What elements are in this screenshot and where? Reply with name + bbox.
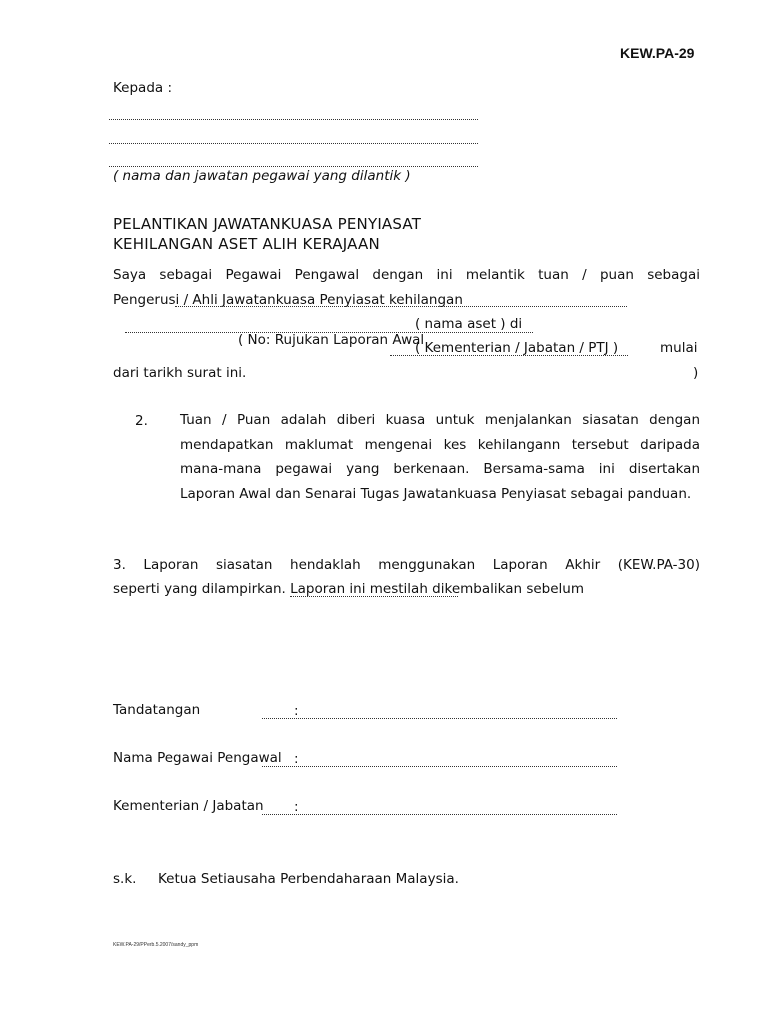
- kementerian-fill-line[interactable]: [390, 355, 628, 356]
- para3-line-2: seperti yang dilampirkan. Laporan ini mestilah dikembalikan sebelum: [113, 581, 585, 597]
- nama-aset-hint: ( nama aset ) di: [415, 316, 523, 332]
- mulai-text: mulai: [660, 340, 698, 356]
- nama-pegawai-field[interactable]: [262, 766, 617, 767]
- para2-text: Tuan / Puan adalah diberi kuasa untuk menjalankan siasatan dengan mendapatkan maklumat mengenai kes kehilangann tersebut daripada mana-mana pegawai yang berkenaan. Bersama-sama ini disertakan Laporan Awal dan Senarai Tugas Jawatankuasa Penyiasat sebagai panduan.: [180, 412, 700, 502]
- rujukan-hint: ( No: Rujukan Laporan Awal: [238, 332, 425, 348]
- kementerian-colon: :: [294, 799, 299, 815]
- kehilangan-fill-line[interactable]: [175, 306, 627, 307]
- recipient-line-2[interactable]: [109, 143, 478, 144]
- form-code: KEW.PA-29: [620, 45, 695, 61]
- tandatangan-colon: :: [294, 703, 299, 719]
- tandatangan-label: Tandatangan: [113, 702, 201, 718]
- close-paren: ): [693, 365, 699, 381]
- para1-line-1: Saya sebagai Pegawai Pengawal dengan ini melantik tuan / puan sebagai: [113, 267, 700, 283]
- kementerian-hint: ( Kementerian / Jabatan / PTJ ): [415, 340, 619, 356]
- para1-line-2: Pengerusi / Ahli Jawatankuasa Penyiasat kehilangan: [113, 292, 463, 308]
- document-title-line-2: KEHILANGAN ASET ALIH KERAJAAN: [113, 235, 380, 253]
- nama-pegawai-label: Nama Pegawai Pengawal: [113, 750, 282, 766]
- recipient-line-1[interactable]: [109, 119, 478, 120]
- para3-line-1: 3. Laporan siasatan hendaklah menggunakan Laporan Akhir (KEW.PA-30): [113, 557, 700, 573]
- recipient-hint: ( nama dan jawatan pegawai yang dilantik ): [113, 168, 411, 184]
- para1-last-line: dari tarikh surat ini.: [113, 365, 247, 381]
- kementerian-field[interactable]: [262, 814, 617, 815]
- kementerian-label: Kementerian / Jabatan: [113, 798, 264, 814]
- sebelum-fill-line[interactable]: [290, 596, 458, 597]
- footer-reference: KEW.PA-29/PPerb.5.2007/sandy_ppm: [113, 942, 199, 948]
- tandatangan-field[interactable]: [262, 718, 617, 719]
- sk-label: s.k.: [113, 871, 137, 887]
- sk-recipient: Ketua Setiausaha Perbendaharaan Malaysia.: [158, 871, 459, 887]
- kepada-label: Kepada :: [113, 80, 173, 96]
- recipient-line-3[interactable]: [109, 166, 478, 167]
- document-title-line-1: PELANTIKAN JAWATANKUASA PENYIASAT: [113, 215, 422, 233]
- para2-number: 2.: [135, 413, 148, 429]
- nama-pegawai-colon: :: [294, 751, 299, 767]
